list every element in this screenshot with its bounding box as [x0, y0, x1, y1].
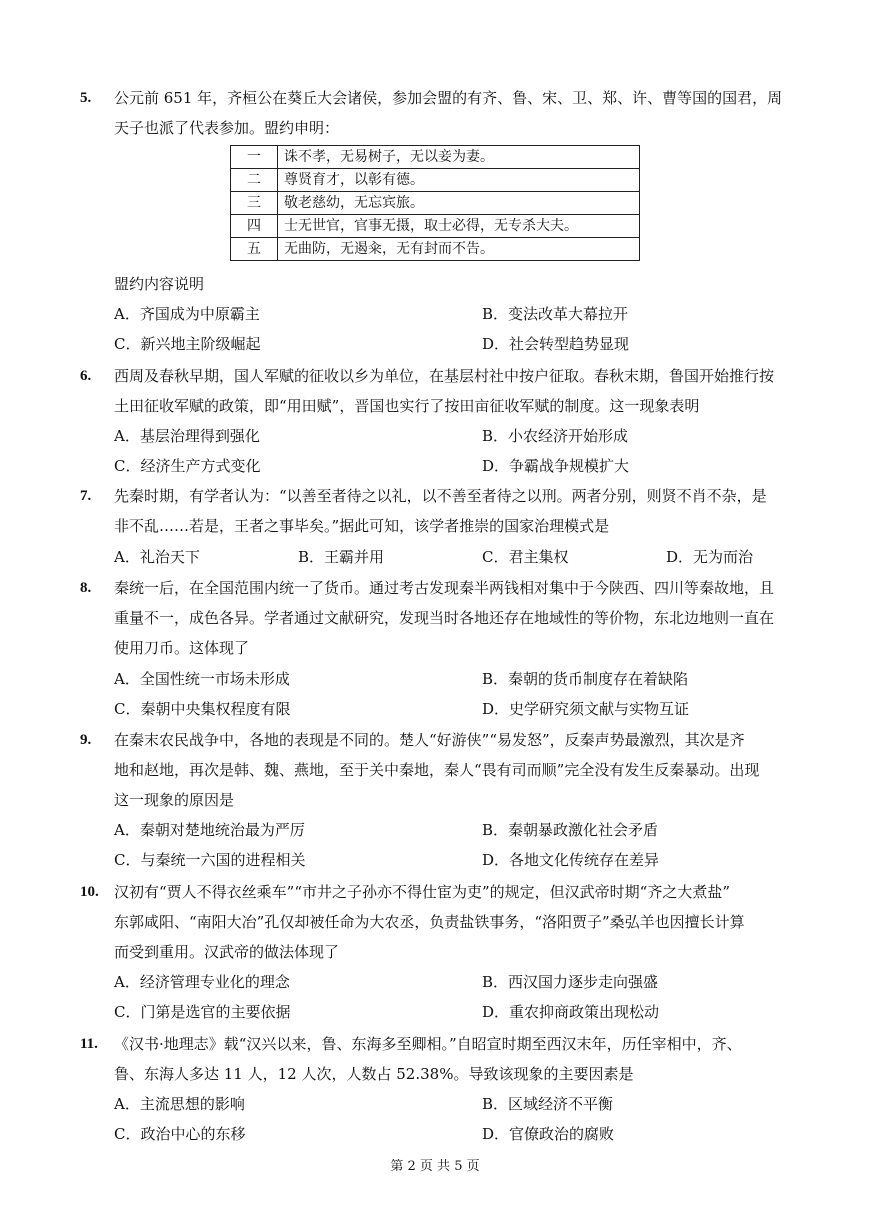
option-b[interactable]: B．秦朝的货币制度存在着缺陷	[482, 670, 689, 688]
option-b[interactable]: B．西汉国力逐步走向强盛	[482, 973, 659, 991]
option-a[interactable]: A．主流思想的影响	[114, 1095, 245, 1113]
option-a[interactable]: A．齐国成为中原霸主	[114, 305, 260, 323]
option-d[interactable]: D．无为而治	[666, 548, 754, 566]
question-continuation: 盟约内容说明	[114, 275, 205, 293]
covenant-table	[230, 145, 640, 261]
option-d[interactable]: D．重农抑商政策出现松动	[482, 1003, 660, 1021]
option-a[interactable]: A．礼治天下	[114, 548, 200, 566]
option-d[interactable]: D．史学研究须文献与实物互证	[482, 700, 690, 718]
table-row	[231, 238, 640, 261]
question-stem: 汉初有“贾人不得衣丝乘车”“市井之子孙亦不得仕宦为吏”的规定，但汉武帝时期“齐之大煮盐”	[114, 883, 731, 901]
question-stem: 鲁、东海人多达 11 人，12 人次，人数占 52.38%。导致该现象的主要因素是	[114, 1065, 634, 1083]
table-row	[231, 215, 640, 238]
question-stem: 使用刀币。这体现了	[114, 639, 250, 657]
question-stem: 非不乱……若是，王者之事毕矣。”据此可知，该学者推崇的国家治理模式是	[114, 517, 610, 535]
question-number: 10.	[80, 884, 99, 900]
table-cell: 士无世官，官事无摄，取士必得，无专杀大夫。	[278, 215, 640, 238]
option-b[interactable]: B．变法改革大幕拉开	[482, 305, 629, 323]
question-number: 9.	[80, 732, 92, 748]
table-row	[231, 146, 640, 169]
option-b[interactable]: B．小农经济开始形成	[482, 427, 629, 445]
option-d[interactable]: D．各地文化传统存在差异	[482, 851, 660, 869]
option-a[interactable]: A．经济管理专业化的理念	[114, 973, 290, 991]
question-stem: 东郭咸阳、“南阳大冶”孔仅却被任命为大农丞，负责盐铁事务，“洛阳贾子”桑弘羊也因擅长计算	[114, 913, 745, 931]
option-c[interactable]: C．政治中心的东移	[114, 1125, 246, 1143]
table-cell: 尊贤育才，以彰有德。	[278, 169, 640, 192]
option-c[interactable]: C．经济生产方式变化	[114, 457, 261, 475]
option-b[interactable]: B．秦朝暴政激化社会矛盾	[482, 821, 659, 839]
option-c[interactable]: C．与秦统一六国的进程相关	[114, 851, 306, 869]
option-d[interactable]: D．争霸战争规模扩大	[482, 457, 630, 475]
question-number: 7.	[80, 488, 92, 504]
table-cell: 诛不孝，无易树子，无以妾为妻。	[278, 146, 640, 169]
option-d[interactable]: D．官僚政治的腐败	[482, 1125, 615, 1143]
table-cell: 敬老慈幼，无忘宾旅。	[278, 192, 640, 215]
option-c[interactable]: C．秦朝中央集权程度有限	[114, 700, 291, 718]
question-stem: 先秦时期，有学者认为：“以善至者待之以礼，以不善至者待之以刑。两者分别，则贤不肖不杂，是	[114, 487, 767, 505]
question-stem: 这一现象的原因是	[114, 791, 235, 809]
option-c[interactable]: C．新兴地主阶级崛起	[114, 335, 261, 353]
table-index: 一	[231, 146, 278, 169]
option-c[interactable]: C．君主集权	[482, 548, 569, 566]
page-footer: 第 2 页 共 5 页	[390, 1159, 480, 1174]
question-number: 11.	[80, 1036, 98, 1052]
question-stem: 《汉书·地理志》载“汉兴以来，鲁、东海多至卿相。”自昭宣时期至西汉末年，历任宰相中，齐、	[114, 1035, 742, 1053]
table-cell: 无曲防，无遏籴，无有封而不告。	[278, 238, 640, 261]
question-stem: 而受到重用。汉武帝的做法体现了	[114, 943, 340, 961]
question-stem: 在秦末农民战争中，各地的表现是不同的。楚人“好游侠”“易发怒”，反秦声势最激烈，其次是齐	[114, 731, 745, 749]
table-index: 五	[231, 238, 278, 261]
option-c[interactable]: C．门第是选官的主要依据	[114, 1003, 291, 1021]
table-index: 四	[231, 215, 278, 238]
question-number: 5.	[80, 90, 92, 106]
question-number: 6.	[80, 368, 92, 384]
question-stem: 西周及春秋早期，国人军赋的征收以乡为单位，在基层村社中按户征取。春秋末期，鲁国开始推行按	[114, 367, 775, 385]
table-row	[231, 169, 640, 192]
table-index: 二	[231, 169, 278, 192]
question-number: 8.	[80, 580, 92, 596]
option-a[interactable]: A．秦朝对楚地统治最为严厉	[114, 821, 305, 839]
question-stem: 地和赵地，再次是韩、魏、燕地，至于关中秦地，秦人“畏有司而顺”完全没有发生反秦暴动。出现	[114, 761, 760, 779]
question-stem: 公元前 651 年，齐桓公在葵丘大会诸侯，参加会盟的有齐、鲁、宋、卫、郑、许、曹等国的国君，周	[114, 89, 783, 107]
question-stem: 土田征收军赋的政策，即“用田赋”，晋国也实行了按田亩征收军赋的制度。这一现象表明	[114, 397, 700, 415]
question-stem: 天子也派了代表参加。盟约申明：	[114, 119, 340, 137]
table-index: 三	[231, 192, 278, 215]
option-a[interactable]: A．全国性统一市场未形成	[114, 670, 290, 688]
question-stem: 重量不一，成色各异。学者通过文献研究，发现当时各地还存在地域性的等价物，东北边地则一直在	[114, 609, 775, 627]
question-stem: 秦统一后，在全国范围内统一了货币。通过考古发现秦半两钱相对集中于今陕西、四川等秦故地，且	[114, 579, 775, 597]
option-a[interactable]: A．基层治理得到强化	[114, 427, 260, 445]
option-b[interactable]: B．王霸并用	[298, 548, 385, 566]
option-d[interactable]: D．社会转型趋势显现	[482, 335, 630, 353]
table-row	[231, 192, 640, 215]
option-b[interactable]: B．区域经济不平衡	[482, 1095, 614, 1113]
